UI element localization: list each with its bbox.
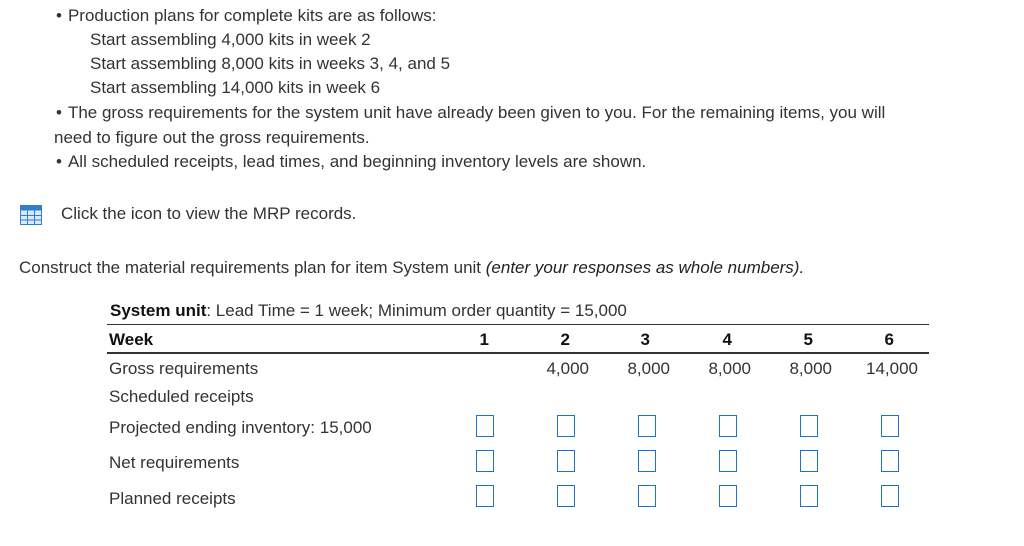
bullet-production-plans [56, 6, 436, 26]
plan-line-3: Start assembling 14,000 kits in week 6 [90, 78, 381, 97]
table-header-rule [107, 352, 929, 354]
week-2-header: 2 [560, 330, 570, 349]
net-req-week-6-input[interactable] [881, 450, 899, 472]
planned-receipts-week-5-input[interactable] [800, 485, 818, 507]
week-4-header: 4 [722, 330, 732, 349]
planned-receipts-week-4-input[interactable] [719, 485, 737, 507]
projected-inventory-week-4-input[interactable] [719, 415, 737, 437]
planned-receipts-week-6-input[interactable] [881, 485, 899, 507]
row-label-planned-receipts: Planned receipts [109, 489, 236, 508]
net-req-week-2-input[interactable] [557, 450, 575, 472]
table-top-rule [107, 324, 929, 325]
planned-receipts-week-3-input[interactable] [638, 485, 656, 507]
bullet-text: All scheduled receipts, lead times, and beginning inventory levels are shown. [67, 152, 647, 171]
gross-req-week-2: 4,000 [546, 359, 589, 378]
week-5-header: 5 [803, 330, 813, 349]
row-label-projected-inventory: Projected ending inventory: 15,000 [109, 418, 372, 437]
week-3-header: 3 [640, 330, 650, 349]
projected-inventory-week-1-input[interactable] [476, 415, 494, 437]
gross-req-week-6: 14,000 [866, 359, 918, 378]
projected-inventory-week-6-input[interactable] [881, 415, 899, 437]
net-req-week-4-input[interactable] [719, 450, 737, 472]
bullet-dot: • [56, 103, 62, 122]
plan-line-2: Start assembling 8,000 kits in weeks 3, 4, and 5 [90, 54, 451, 73]
row-label-net-requirements: Net requirements [109, 453, 240, 472]
plan-line-1: Start assembling 4,000 kits in week 2 [90, 30, 371, 49]
bullet-gross-requirements-cont: need to figure out the gross requirements. [54, 128, 370, 147]
instruction-text: Construct the material requirements plan for item System unit [19, 258, 482, 277]
item-name: System unit [110, 301, 207, 320]
net-req-week-1-input[interactable] [476, 450, 494, 472]
planned-receipts-week-1-input[interactable] [476, 485, 494, 507]
gross-req-week-3: 8,000 [627, 359, 670, 378]
bullet-dot: • [56, 6, 62, 25]
item-info: : Lead Time = 1 week; Minimum order quantity = 15,000 [206, 301, 627, 320]
week-1-header: 1 [479, 330, 489, 349]
bullet-text: The gross requirements for the system unit have already been given to you. For the remaining items, you will [67, 103, 886, 122]
instruction-hint: (enter your responses as whole numbers). [485, 258, 805, 277]
net-req-week-3-input[interactable] [638, 450, 656, 472]
bullet-dot: • [56, 152, 62, 171]
bullet-gross-requirements [56, 103, 885, 123]
table-title [110, 301, 627, 321]
records-link-text: Click the icon to view the MRP records. [61, 204, 357, 223]
projected-inventory-week-3-input[interactable] [638, 415, 656, 437]
table-grid-icon[interactable] [20, 205, 42, 225]
bullet-text: Production plans for complete kits are as follows: [67, 6, 437, 25]
gross-req-week-5: 8,000 [789, 359, 832, 378]
planned-receipts-week-2-input[interactable] [557, 485, 575, 507]
projected-inventory-week-5-input[interactable] [800, 415, 818, 437]
net-req-week-5-input[interactable] [800, 450, 818, 472]
gross-req-week-4: 8,000 [708, 359, 751, 378]
projected-inventory-week-2-input[interactable] [557, 415, 575, 437]
week-header: Week [109, 330, 154, 349]
row-label-scheduled-receipts: Scheduled receipts [109, 387, 254, 406]
row-label-gross-requirements: Gross requirements [109, 359, 259, 378]
instruction [19, 258, 804, 278]
week-6-header: 6 [884, 330, 894, 349]
bullet-scheduled-receipts [56, 152, 646, 172]
